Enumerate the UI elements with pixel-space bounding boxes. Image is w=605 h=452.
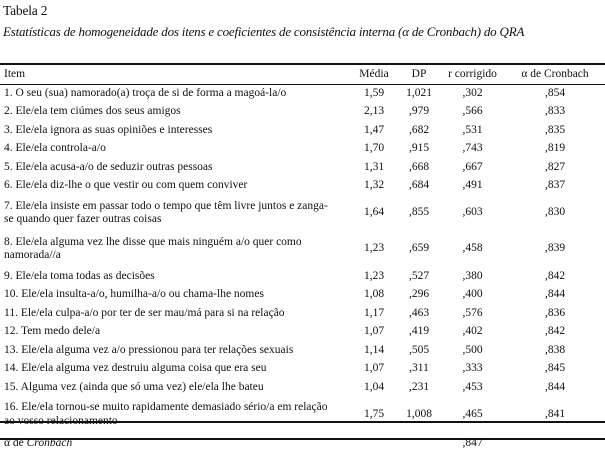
alpha-cell: ,845 (544, 362, 566, 374)
r-corrigido-cell: ,603 (462, 206, 483, 219)
dp-cell: ,296 (408, 288, 430, 300)
r-corrigido-cell: ,453 (462, 380, 483, 393)
item-cell: 12. Tem medo dele/a (4, 325, 101, 337)
dp-cell: ,463 (408, 306, 430, 319)
item-cell: 5. Ele/ela acusa-a/o de seduzir outras pessoas (4, 160, 213, 173)
dp-cell: ,231 (408, 380, 430, 393)
alpha-cell: ,839 (544, 242, 566, 255)
r-corrigido-cell: ,333 (462, 362, 483, 374)
table-row (0, 323, 605, 342)
media-cell: 1,08 (363, 288, 385, 300)
alpha-cell: ,854 (544, 86, 566, 99)
item-cell: 16. Ele/ela tornou-se muito rapidamente demasiado sério/a em relação ao vosso relacionamento (4, 401, 328, 427)
dp-cell: 1,008 (406, 407, 432, 420)
r-corrigido-cell: ,667 (462, 160, 483, 173)
item-cell: 3. Ele/ela ignora as suas opiniões e interesses (4, 123, 213, 136)
header-row (0, 65, 605, 84)
r-corrigido-cell: ,566 (462, 105, 483, 117)
dp-cell: ,505 (408, 343, 430, 356)
cronbach-label (0, 433, 350, 452)
table-row (0, 341, 605, 360)
table-row (0, 360, 605, 379)
dp-cell: ,682 (408, 123, 430, 136)
header-r-corrigido: r corrigido (448, 67, 497, 80)
table-row (0, 84, 605, 103)
header-dp: DP (411, 67, 427, 80)
statistics-table (0, 65, 605, 452)
dp-cell: 1,021 (406, 86, 432, 99)
table-title: Estatísticas de homogeneidade dos itens e coeficientes de consistência interna (α de Cronbach) do QRA (3, 24, 525, 39)
alpha-cell: ,838 (544, 343, 566, 356)
item-cell: 1. O seu (sua) namorado(a) troça de si de forma a magoá-la/o (4, 86, 287, 99)
item-cell: 10. Ele/ela insulta-a/o, humilha-a/o ou chama-lhe nomes (4, 288, 264, 300)
cronbach-word: Cronbach (26, 436, 73, 449)
dp-cell: ,979 (408, 105, 430, 117)
alpha-cell: ,830 (544, 206, 566, 219)
r-corrigido-cell: ,576 (462, 306, 483, 319)
alpha-cell: ,844 (544, 288, 566, 300)
r-corrigido-cell: ,491 (462, 179, 483, 191)
cronbach-value: ,847 (462, 436, 483, 449)
item-cell: 11. Ele/ela culpa-a/o por ter de ser mau/má para si na relação (4, 306, 285, 319)
dp-cell: ,915 (408, 142, 430, 154)
r-corrigido-cell: ,458 (462, 242, 483, 255)
empty-cell (350, 433, 398, 452)
alpha-cell: ,844 (544, 380, 566, 393)
alpha-cell: ,841 (544, 407, 566, 420)
r-corrigido-cell: ,465 (462, 407, 483, 420)
table-row (0, 195, 605, 231)
table-row (0, 158, 605, 177)
media-cell: 1,47 (363, 123, 385, 136)
alpha-cell: ,842 (544, 325, 566, 337)
alpha-cell: ,837 (544, 179, 566, 191)
media-cell: 1,64 (363, 206, 385, 219)
table-row (0, 140, 605, 159)
table-row (0, 286, 605, 305)
media-cell: 1,23 (363, 269, 385, 282)
header-item: Item (4, 67, 26, 80)
media-cell: 1,14 (363, 343, 385, 356)
media-cell: 1,75 (363, 407, 385, 420)
media-cell: 1,07 (363, 362, 385, 374)
header-alpha: α de Cronbach (521, 67, 589, 80)
alpha-symbol-text: α de (4, 436, 27, 449)
alpha-cell: ,842 (544, 269, 566, 282)
dp-cell: ,311 (409, 362, 429, 374)
table-row (0, 397, 605, 433)
dp-cell: ,659 (408, 242, 430, 255)
item-cell: 7. Ele/ela insiste em passar todo o tempo que têm livre juntos e zanga-se quando quer fazer outras coisas (4, 199, 328, 225)
item-cell: 14. Ele/ela alguma vez destruiu alguma coisa que era seu (4, 362, 267, 374)
table-row (0, 231, 605, 267)
r-corrigido-cell: ,500 (462, 343, 483, 356)
item-cell: 15. Alguma vez (ainda que só uma vez) ele/ela lhe bateu (4, 380, 264, 393)
dp-cell: ,855 (408, 206, 430, 219)
alpha-cell: ,827 (544, 160, 566, 173)
alpha-cell: ,835 (544, 123, 566, 136)
empty-cell (505, 433, 605, 452)
item-cell: 6. Ele/ela diz-lhe o que vestir ou com quem conviver (4, 179, 248, 191)
alpha-cell: ,836 (544, 306, 566, 319)
alpha-cell: ,833 (544, 105, 566, 117)
r-corrigido-cell: ,402 (462, 325, 483, 337)
item-cell: 2. Ele/ela tem ciúmes dos seus amigos (4, 105, 181, 117)
dp-cell: ,684 (408, 179, 430, 191)
media-cell: 1,04 (363, 380, 385, 393)
item-cell: 4. Ele/ela controla-a/o (4, 142, 106, 154)
table-row (0, 103, 605, 122)
r-corrigido-cell: ,531 (462, 123, 483, 136)
table-row (0, 177, 605, 196)
media-cell: 1,70 (363, 142, 385, 154)
table-label: Tabela 2 (3, 3, 48, 18)
table-row (0, 121, 605, 140)
dp-cell: ,527 (408, 269, 430, 282)
item-cell: 8. Ele/ela alguma vez lhe disse que mais ninguém a/o quer como namorada//a (4, 235, 302, 261)
r-corrigido-cell: ,380 (462, 269, 483, 282)
media-cell: 1,59 (363, 86, 385, 99)
table-row (0, 304, 605, 323)
alpha-cell: ,819 (544, 142, 566, 154)
cronbach-row (0, 433, 605, 452)
empty-cell (398, 433, 440, 452)
r-corrigido-cell: ,400 (462, 288, 483, 300)
table-row (0, 378, 605, 397)
dp-cell: ,668 (408, 160, 430, 173)
item-cell: 9. Ele/ela toma todas as decisões (4, 269, 155, 282)
r-corrigido-cell: ,302 (462, 86, 483, 99)
media-cell: 1,32 (363, 179, 385, 191)
media-cell: 2,13 (363, 105, 385, 117)
media-cell: 1,17 (363, 306, 385, 319)
dp-cell: ,419 (408, 325, 430, 337)
item-cell: 13. Ele/ela alguma vez a/o pressionou para ter relações sexuais (4, 343, 294, 356)
media-cell: 1,07 (363, 325, 385, 337)
media-cell: 1,31 (363, 160, 385, 173)
media-cell: 1,23 (363, 242, 385, 255)
table-row (0, 267, 605, 286)
header-media: Média (359, 67, 389, 80)
r-corrigido-cell: ,743 (462, 142, 483, 154)
